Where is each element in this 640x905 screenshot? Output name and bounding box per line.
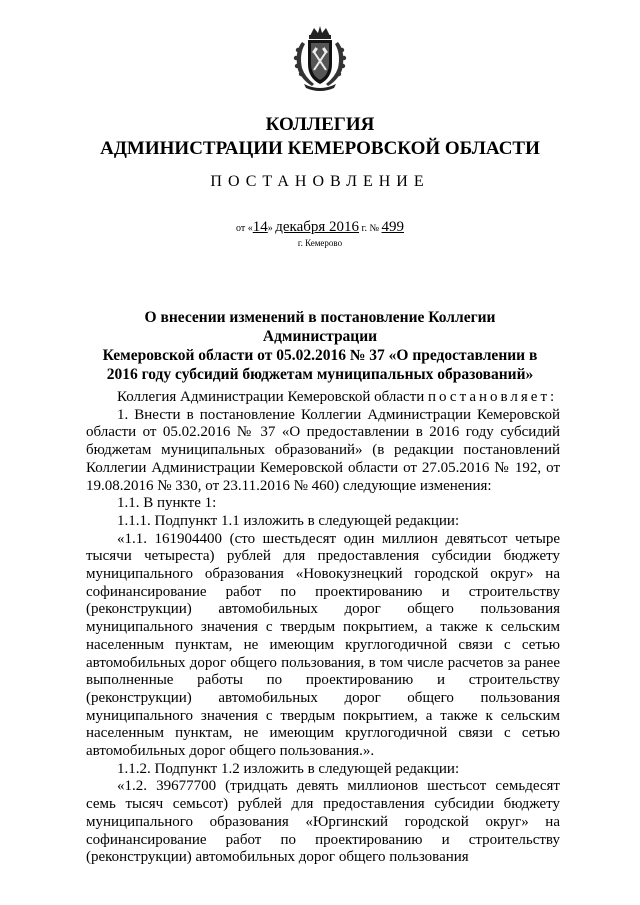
coat-of-arms-emblem <box>288 22 352 92</box>
date-day: 14 <box>252 219 268 235</box>
intro-paragraph <box>86 389 560 407</box>
subject-line2: Кемеровской области от 05.02.2016 № 37 «О предоставлении в <box>102 347 538 364</box>
paragraph-1-1: 1.1. В пункте 1: <box>117 495 217 512</box>
paragraph-1-1-1: 1.1.1. Подпункт 1.1 изложить в следующей редакции: <box>117 512 460 529</box>
date-prefix: от « <box>235 223 253 234</box>
paragraph-quote-1-2: «1.2. 39677700 (тридцать девять миллионов шестьсот семьдесят семь тысяч семьсот) рублей для предоставления субсидии бюджету муниципального образования «Юргинский городской округ» на софинансирование работ по проектированию и строительству (реконструкции) автомобильных дорог общего пользования <box>86 778 560 866</box>
subject-line3: 2016 году субсидий бюджетам муниципальных образований» <box>106 366 534 383</box>
document-number: 499 <box>381 219 405 235</box>
document-type: ПОСТАНОВЛЕНИЕ <box>210 173 430 190</box>
intro-verb: постановляет: <box>428 389 558 405</box>
org-title-line1: КОЛЛЕГИЯ <box>265 114 375 135</box>
document-body <box>86 389 560 867</box>
paragraph-1: 1. Внести в постановление Коллегии Администрации Кемеровской области от 05.02.2016 № 37 «О предоставлении в 2016 году субсидий бюджетам муниципальных образований» (в редакции постановлений Коллегии Администрации Кемеровской области от 27.05.2016 № 192, от 19.08.2016 № 330, от 23.11.2016 № 460) следующие изменения: <box>86 406 560 494</box>
date-line <box>0 219 640 236</box>
date-suffix: г. № <box>361 223 380 234</box>
city-name: г. Кемерово <box>297 238 343 248</box>
date-month-year: декабря 2016 <box>275 219 360 235</box>
document-subject <box>100 308 540 384</box>
paragraph-1-1-2: 1.1.2. Подпункт 1.2 изложить в следующей редакции: <box>117 760 460 777</box>
subject-line1: О внесении изменений в постановление Коллегии Администрации <box>144 309 496 345</box>
intro-text: Коллегия Администрации Кемеровской области <box>117 389 425 405</box>
org-title-line2: АДМИНИСТРАЦИИ КЕМЕРОВСКОЙ ОБЛАСТИ <box>100 138 540 159</box>
paragraph-quote-1-1: «1.1. 161904400 (сто шестьдесят один миллион девятьсот четыре тысячи четыреста) рублей для предоставления субсидии бюджету муниципального образования «Новокузнецкий городской округ» на софинансирование работ по проектированию и строительству (реконструкции) автомобильных дорог общего пользования муниципального значения с твердым покрытием, а также к сельским населенным пунктам, не имеющим круглогодичной связи с сетью автомобильных дорог общего пользования, в том числе расчетов за ранее выполненные работы по проектированию и строительству (реконструкции) автомобильных дорог общего пользования муниципального значения с твердым покрытием, а также к сельским населенным пунктам, не имеющим круглогодичной связи с сетью автомобильных дорог общего пользования.». <box>86 530 560 760</box>
date-mid: » <box>267 223 273 234</box>
